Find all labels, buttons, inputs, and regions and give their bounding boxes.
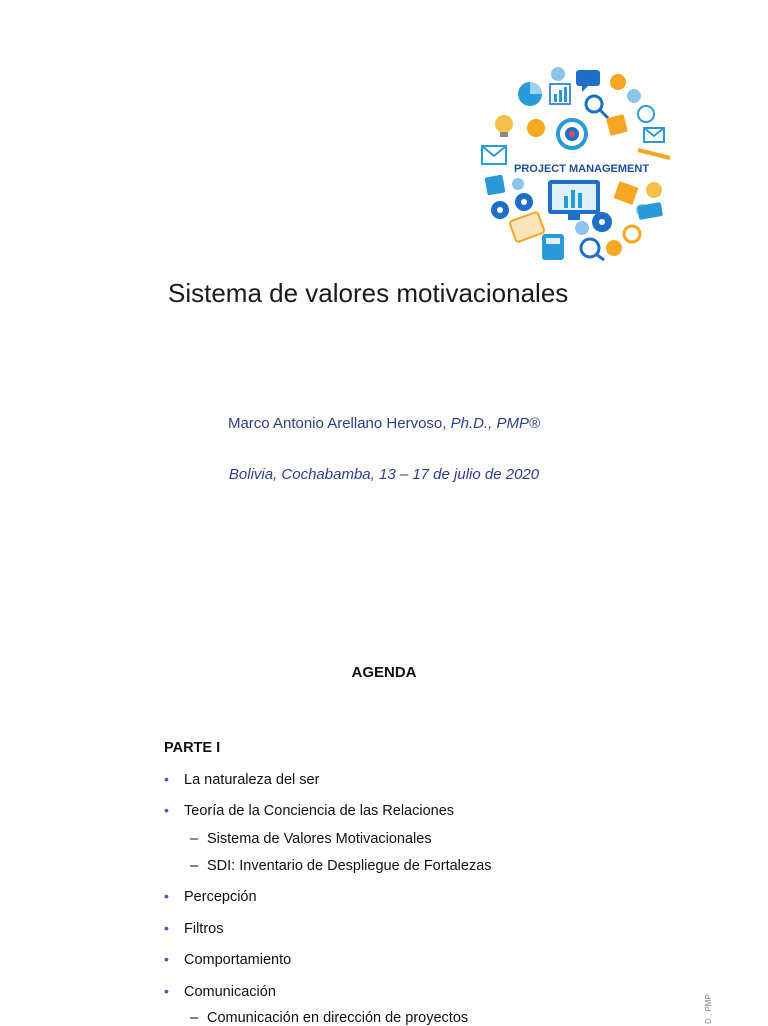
agenda-item: • Filtros — [164, 920, 224, 937]
agenda-subitem: – Sistema de Valores Motivacionales — [190, 831, 432, 847]
bullet-icon: • — [164, 802, 169, 818]
document-title: Sistema de valores motivacionales — [168, 278, 569, 308]
agenda-subitem: – Comunicación en dirección de proyectos — [190, 1010, 469, 1026]
agenda-item: • Comportamiento — [164, 951, 292, 968]
bullet-icon: • — [164, 771, 169, 787]
bullet-icon: • — [164, 920, 169, 936]
dash-icon: – — [190, 1010, 199, 1026]
footer-vertical-text: D., PMP — [704, 994, 713, 1024]
author-credentials: Ph.D., PMP® — [450, 415, 541, 432]
part-heading: PARTE I — [164, 740, 221, 756]
agenda-item: • Teoría de la Conciencia de las Relaciones — [164, 802, 455, 819]
project-management-icon-cluster — [478, 62, 678, 264]
bullet-icon: • — [164, 888, 169, 904]
agenda-item: • Percepción — [164, 888, 257, 905]
agenda-item: • La naturaleza del ser — [164, 771, 320, 788]
agenda-item: • Comunicación — [164, 983, 276, 1000]
dash-icon: – — [190, 858, 199, 874]
bullet-icon: • — [164, 951, 169, 967]
author-line — [0, 415, 768, 432]
agenda-heading: AGENDA — [351, 664, 417, 681]
logo-text: PROJECT MANAGEMENT — [514, 163, 650, 175]
place-date: Bolivia, Cochabamba, 13 – 17 de julio de 2020 — [228, 466, 540, 483]
agenda-subitem: – SDI: Inventario de Despliegue de Fortalezas — [190, 858, 492, 874]
dash-icon: – — [190, 831, 199, 847]
bullet-icon: • — [164, 983, 169, 999]
project-management-logo — [478, 62, 678, 264]
author-name: Marco Antonio Arellano Hervoso, — [227, 415, 447, 432]
